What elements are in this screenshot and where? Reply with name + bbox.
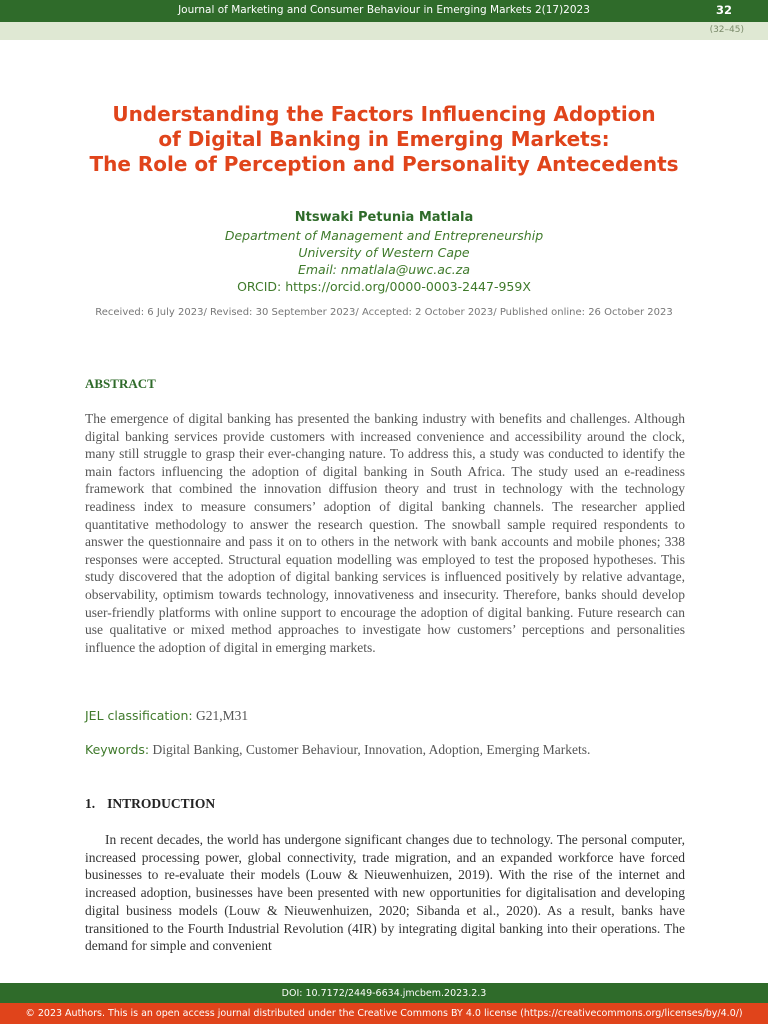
- journal-header-bar: [0, 0, 768, 22]
- section-number: 1.: [85, 796, 96, 811]
- author-block: [0, 209, 768, 295]
- title-line-1: Understanding the Factors Influencing Adoption: [112, 102, 656, 126]
- author-name: Ntswaki Petunia Matlala: [294, 210, 474, 225]
- keywords: [85, 742, 590, 758]
- introduction-paragraph: In recent decades, the world has undergone significant changes due to technology. The personal computer, increased processing power, global connectivity, trade migration, and an expanded workforce have forced businesses to re-evaluate their models (Louw & Nieuwenhuizen, 2019). With the rise of the internet and increased adoption, businesses have been presented with new opportunities for digitalisation and developing digital business models (Louw & Nieuwenhuizen, 2020; Sibanda et al., 2020). As a result, banks have transitioned to the Fourth Industrial Revolution (4IR) by integrating digital banking into their operations. The demand for simple and convenient: [85, 832, 685, 954]
- abstract-text: The emergence of digital banking has presented the banking industry with benefits and challenges. Although digital banking services provide customers with increased convenience and accessibility around the clock, many still struggle to grasp their ever-changing nature. To address this, a study was conducted to identify the main factors influencing the adoption of digital banking in South Africa. The study used an e-readiness framework that combined the innovation diffusion theory and trust in technology with the technology readiness index to measure consumers’ adoption of digital banking channels. The researcher applied quantitative methodology to answer the research question. The snowball sample required respondents to answer the questionnaire and pass it on to others in the network with bank accounts and mobile phones; 338 responses were accepted. Structural equation modelling was employed to test the proposed hypotheses. This study discovered that the adoption of digital banking services is influenced positively by relative advantage, observability, optimism towards technology, innovativeness and insecurity. Therefore, banks should develop user-friendly platforms with online support to encourage the adoption of digital banking. Future research can use qualitative or mixed method approaches to investigate how customers’ perceptions and personalities influence the adoption of digital in emerging markets.: [85, 411, 685, 655]
- title-line-3: The Role of Perception and Personality Antecedents: [89, 152, 679, 176]
- section-title: INTRODUCTION: [107, 796, 216, 811]
- doi-link[interactable]: DOI: 10.7172/2449-6634.jmcbem.2023.2.3: [281, 988, 487, 999]
- keywords-label: Keywords:: [85, 742, 150, 757]
- abstract-heading: ABSTRACT: [85, 376, 156, 391]
- jel-label: JEL classification:: [85, 708, 193, 723]
- author-department: Department of Management and Entrepreneurship: [224, 228, 544, 243]
- jel-classification: [85, 708, 248, 724]
- jel-value: G21,M31: [192, 708, 249, 723]
- doi-bar: [0, 983, 768, 1003]
- page-number: 32: [715, 3, 732, 17]
- author-email[interactable]: Email: nmatlala@uwc.ac.za: [297, 262, 470, 277]
- article-title: [0, 102, 768, 177]
- title-line-2: of Digital Banking in Emerging Markets:: [158, 127, 610, 151]
- section-heading-introduction: [85, 796, 215, 812]
- publication-dates: Received: 6 July 2023/ Revised: 30 September 2023/ Accepted: 2 October 2023/ Published online: 26 October 2023: [95, 307, 673, 318]
- author-orcid-link[interactable]: ORCID: https://orcid.org/0000-0003-2447-959X: [237, 279, 531, 294]
- author-university: University of Western Cape: [298, 245, 470, 260]
- license-bar: [0, 1003, 768, 1024]
- page-range: (32–45): [709, 25, 744, 35]
- keywords-value: Digital Banking, Customer Behaviour, Innovation, Adoption, Emerging Markets.: [149, 742, 591, 757]
- page-range-bar: [0, 22, 768, 40]
- license-text: © 2023 Authors. This is an open access journal distributed under the Creative Commons BY 4.0 license (https://creativecommons.org/licenses/by/4.0/): [25, 1008, 743, 1019]
- journal-name: Journal of Marketing and Consumer Behaviour in Emerging Markets 2(17)2023: [178, 4, 590, 16]
